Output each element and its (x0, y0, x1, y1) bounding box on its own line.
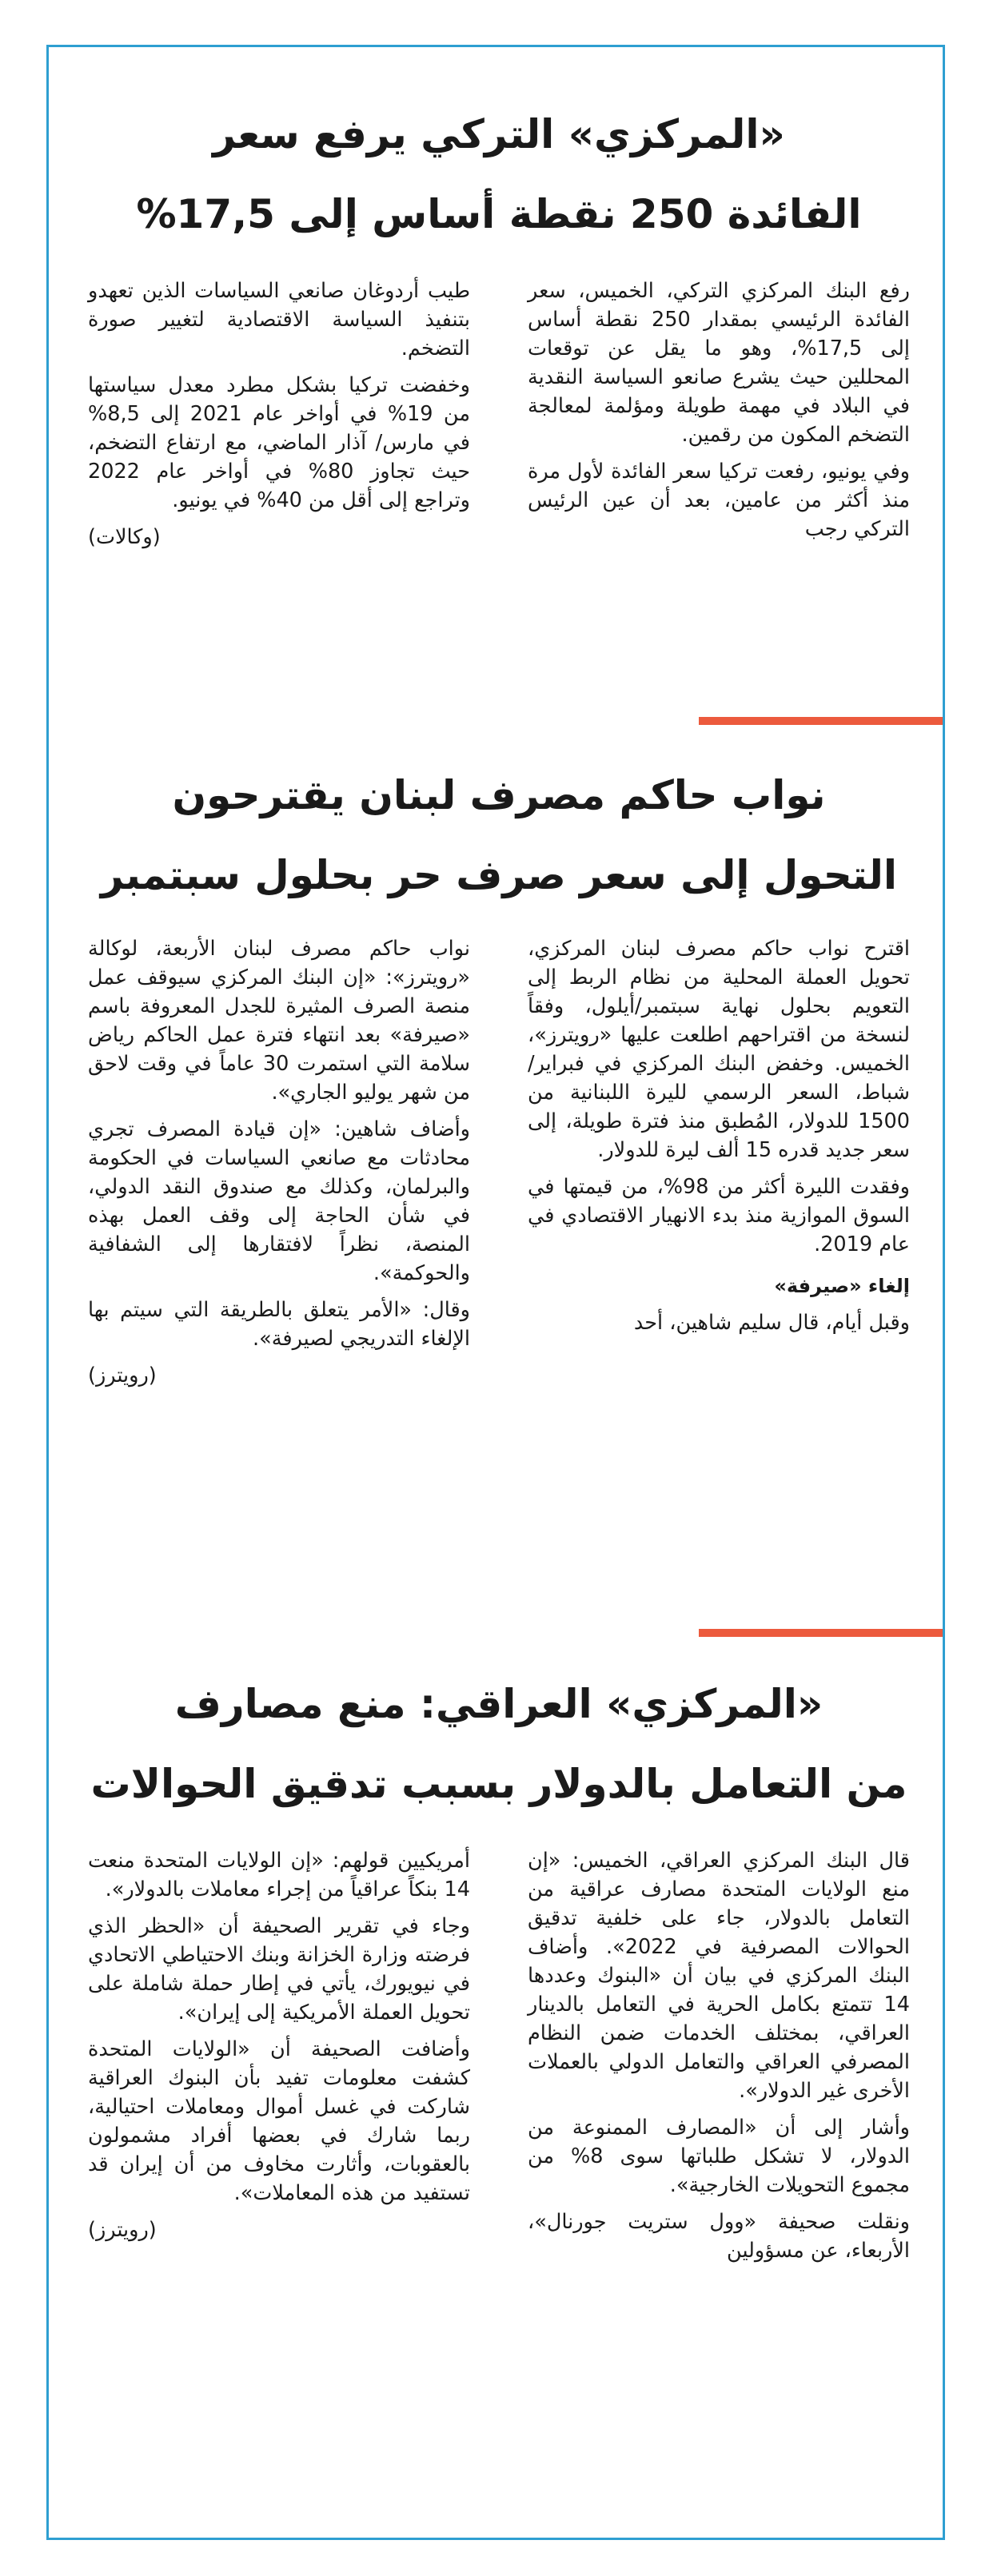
paragraph: وأضافت الصحيفة أن «الولايات المتحدة كشفت معلومات تفيد بأن البنوك العراقية شاركت في غسل أموال ومعاملات احتيالية، ربما شارك في بعضها أفراد مشمولون بالعقوبات، وأثارت مخاوف من أن إيران قد تستفيد من هذه المعاملات». (88, 2037, 470, 2205)
headline-line-2: الفائدة 250 نقطة أساس إلى 17,5% (136, 191, 862, 237)
paragraph: وجاء في تقرير الصحيفة أن «الحظر الذي فرضته وزارة الخزانة وبنك الاحتياطي الاتحادي في نيويورك، يأتي في إطار حملة شاملة على تحويل العملة الأمريكية إلى إيران». (88, 1914, 470, 2025)
column-left (88, 1846, 470, 2273)
source-credit: (وكالات) (88, 525, 161, 549)
column-right (528, 934, 910, 1398)
headline-line-1: «المركزي» التركي يرفع سعر (213, 111, 785, 157)
article-columns (88, 934, 910, 1398)
section-divider (699, 717, 943, 725)
paragraph: رفع البنك المركزي التركي، الخميس، سعر الفائدة الرئيسي بمقدار 250 نقطة أساس إلى 17,5%، وهو ما يقل عن توقعات المحللين حيث يشرع صانعو السياسة النقدية في البلاد في مهمة طويلة ومؤلمة لمعالجة التضخم المكون من رقمين. (528, 279, 910, 447)
paragraph: طيب أردوغان صانعي السياسات الذين تعهدو بتنفيذ السياسة الاقتصادية لتغيير صورة التضخم. (88, 279, 470, 360)
column-left (88, 277, 470, 559)
column-right (528, 277, 910, 559)
paragraph: وفي يونيو، رفعت تركيا سعر الفائدة لأول مرة منذ أكثر من عامين، بعد أن عين الرئيس التركي رجب (528, 460, 910, 541)
headline-line-1: «المركزي» العراقي: منع مصارف (174, 1681, 824, 1727)
article-lebanon (88, 755, 910, 1398)
paragraph: قال البنك المركزي العراقي، الخميس: «إن منع الولايات المتحدة مصارف عراقية من التعامل بالدولار، جاء على خلفية تدقيق الحوالات المصرفية في 2022». وأضاف البنك المركزي في بيان أن «البنوك وعددها 14 تتمتع بكامل الحرية في التعامل بالدينار العراقي، بمختلف الخدمات ضمن النظام المصرفي العراقي والتعامل الدولي بالعملات الأخرى غير الدولار». (528, 1849, 911, 2103)
paragraph: وفقدت الليرة أكثر من 98%، من قيمتها في السوق الموازية منذ بدء الانهيار الاقتصادي في عام 2019. (528, 1175, 910, 1256)
source-credit: (رويترز) (88, 1364, 157, 1388)
headline-line-1: نواب حاكم مصرف لبنان يقترحون (172, 772, 826, 818)
article-columns (88, 277, 910, 559)
paragraph: ونقلت صحيفة «وول ستريت جورنال»، الأربعاء، عن مسؤولين (528, 2210, 910, 2263)
paragraph: نواب حاكم مصرف لبنان الأربعة، لوكالة «رويترز»: «إن البنك المركزي سيوقف عمل منصة الصرف المثيرة للجدل المعروفة باسم «صيرفة» بعد انتهاء فترة عمل الحاكم رياض سلامة التي استمرت 30 عاماً في وقت لاحق من شهر يوليو الجاري». (88, 937, 470, 1105)
article-columns (88, 1846, 910, 2273)
column-left (88, 934, 470, 1398)
paragraph: وأضاف شاهين: «إن قيادة المصرف تجري محادثات مع صانعي السياسات في الحكومة والبرلمان، وكذلك مع صندوق النقد الدولي، في شأن الحاجة إلى وقف العمل بهذه المنصة، نظراً لافتقارها إلى الشفافية والحوكمة». (88, 1117, 470, 1285)
paragraph: وقال: «الأمر يتعلق بالطريقة التي سيتم بها الإلغاء التدريجي لصيرفة». (88, 1298, 470, 1351)
headline-line-2: من التعامل بالدولار بسبب تدقيق الحوالات (90, 1761, 907, 1807)
column-right (528, 1846, 910, 2273)
article-iraq (88, 1664, 910, 2273)
subheading: إلغاء «صيرفة» (774, 1275, 910, 1297)
article-turkey (88, 94, 910, 559)
paragraph: وخفضت تركيا بشكل مطرد معدل سياستها من 19% في أواخر عام 2021 إلى 8,5% في مارس/ آذار الماضي، مع ارتفاع التضخم، حيث تجاوز 80% في أواخر عام 2022 وتراجع إلى أقل من 40% في يونيو. (88, 373, 470, 512)
paragraph: وأشار إلى أن «المصارف الممنوعة من الدولار، لا تشكل طلباتها سوى 8% من مجموع التحويلات الخارجية». (528, 2116, 911, 2197)
section-divider (699, 1629, 943, 1637)
headline-line-2: التحول إلى سعر صرف حر بحلول سبتمبر (100, 852, 898, 898)
paragraph: اقترح نواب حاكم مصرف لبنان المركزي، تحويل العملة المحلية من نظام الربط إلى التعويم بحلول نهاية سبتمبر/أيلول، وفقاً لنسخة من اقتراحهم اطلعت عليها «رويترز»، الخميس. وخفض البنك المركزي في فبراير/شباط، السعر الرسمي لليرة اللبنانية من 1500 للدولار، المُطبق منذ فترة طويلة، إلى سعر جديد قدره 15 ألف ليرة للدولار. (528, 937, 910, 1162)
paragraph: أمريكيين قولهم: «إن الولايات المتحدة منعت 14 بنكاً عراقياً من إجراء معاملات بالدولار». (88, 1849, 470, 1901)
paragraph: وقبل أيام، قال سليم شاهين، أحد (633, 1311, 910, 1335)
source-credit: (رويترز) (88, 2218, 157, 2242)
